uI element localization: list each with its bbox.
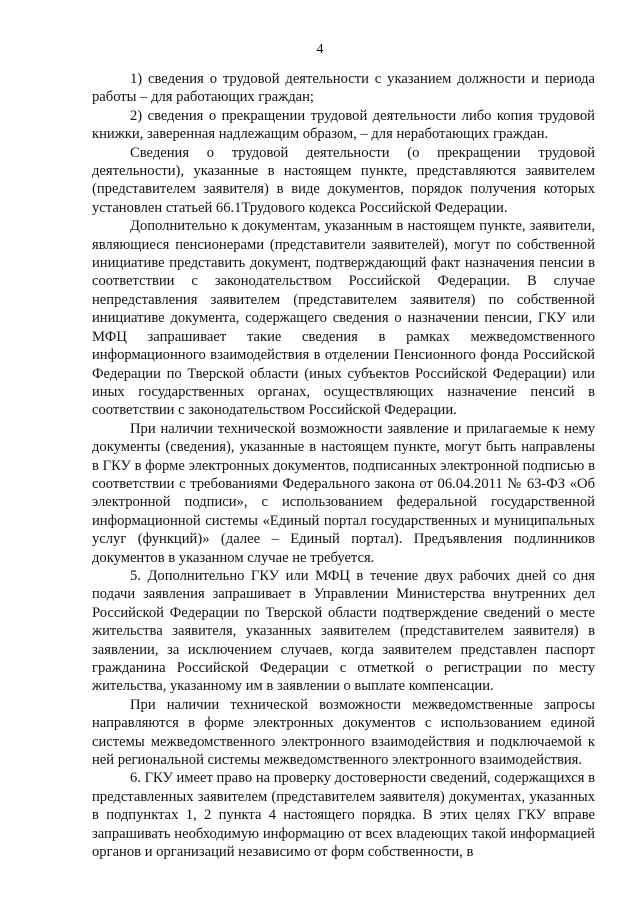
document-body bbox=[92, 70, 595, 861]
paragraph-item-2: 2) сведения о прекращении трудовой деятельности либо копия трудовой книжки, заверенная надлежащим образом, – для неработающих граждан. bbox=[92, 107, 595, 143]
page-number: 4 bbox=[316, 42, 324, 57]
paragraph-interagency-requests: При наличии технической возможности межведомственные запросы направляются в форме электронных документов с использованием единой системы межведомственного электронного взаимодействия и подключаемой к ней региональной системы межведомственного электронного взаимодействия. bbox=[92, 696, 595, 769]
paragraph-point-6: 6. ГКУ имеет право на проверку достоверности сведений, содержащихся в представленных заявителем (представителем заявителя) документах, указанных в подпунктах 1, 2 пункта 4 настоящего порядка. В этих целях ГКУ вправе запрашивать необходимую информацию от всех владеющих такой информацией органов и организаций независимо от форм собственности, в bbox=[92, 770, 595, 861]
paragraph-electronic-docs: При наличии технической возможности заявление и прилагаемые к нему документы (сведения), указанные в настоящем пункте, могут быть направлены в ГКУ в форме электронных документов, подписанных электронной подписью в соответствии с требованиями Федерального закона от 06.04.2011 № 63-ФЗ «Об электронной подписи», с использованием федеральной государственной информационной системы «Единый портал государственных и муниципальных услуг (функций)» (далее – Единый портал). Предъявления подлинников документов в указанном случае не требуется. bbox=[92, 420, 595, 566]
paragraph-item-1: 1) сведения о трудовой деятельности с указанием должности и периода работы – для работающих граждан; bbox=[92, 71, 595, 106]
paragraph-point-5: 5. Дополнительно ГКУ или МФЦ в течение двух рабочих дней со дня подачи заявления запрашивает в Управлении Министерства внутренних дел Российской Федерации по Тверской области подтверждение сведений о месте жительства заявителя, указанных заявителем (представителем заявителя) в заявлении, за исключением случаев, когда заявителем представлен паспорт гражданина Российской Федерации с отметкой о регистрации по месту жительства, указанному им в заявлении о выплате компенсации. bbox=[92, 567, 595, 695]
paragraph-pension: Дополнительно к документам, указанным в настоящем пункте, заявители, являющиеся пенсионерами (представители заявителей), могут по собственной инициативе представить документ, подтверждающий факт назначения пенсии в соответствии с законодательством Российской Федерации. В случае непредставления заявителем (представителем заявителя) по собственной инициативе документа, содержащего сведения о назначении пенсии, ГКУ или МФЦ запрашивает такие сведения в рамках межведомственного информационного взаимодействия в отделении Пенсионного фонда Российской Федерации по Тверской области (иных субъектов Российской Федерации) или иных государственных органах, осуществляющих назначение пенсий в соответствии с законодательством Российской Федерации. bbox=[92, 218, 595, 419]
paragraph-work-info: Сведения о трудовой деятельности (о прекращении трудовой деятельности), указанные в настоящем пункте, представляются заявителем (представителем заявителя) в виде документов, порядок получения которых установлен статьей 66.1Трудового кодекса Российской Федерации. bbox=[92, 144, 595, 216]
